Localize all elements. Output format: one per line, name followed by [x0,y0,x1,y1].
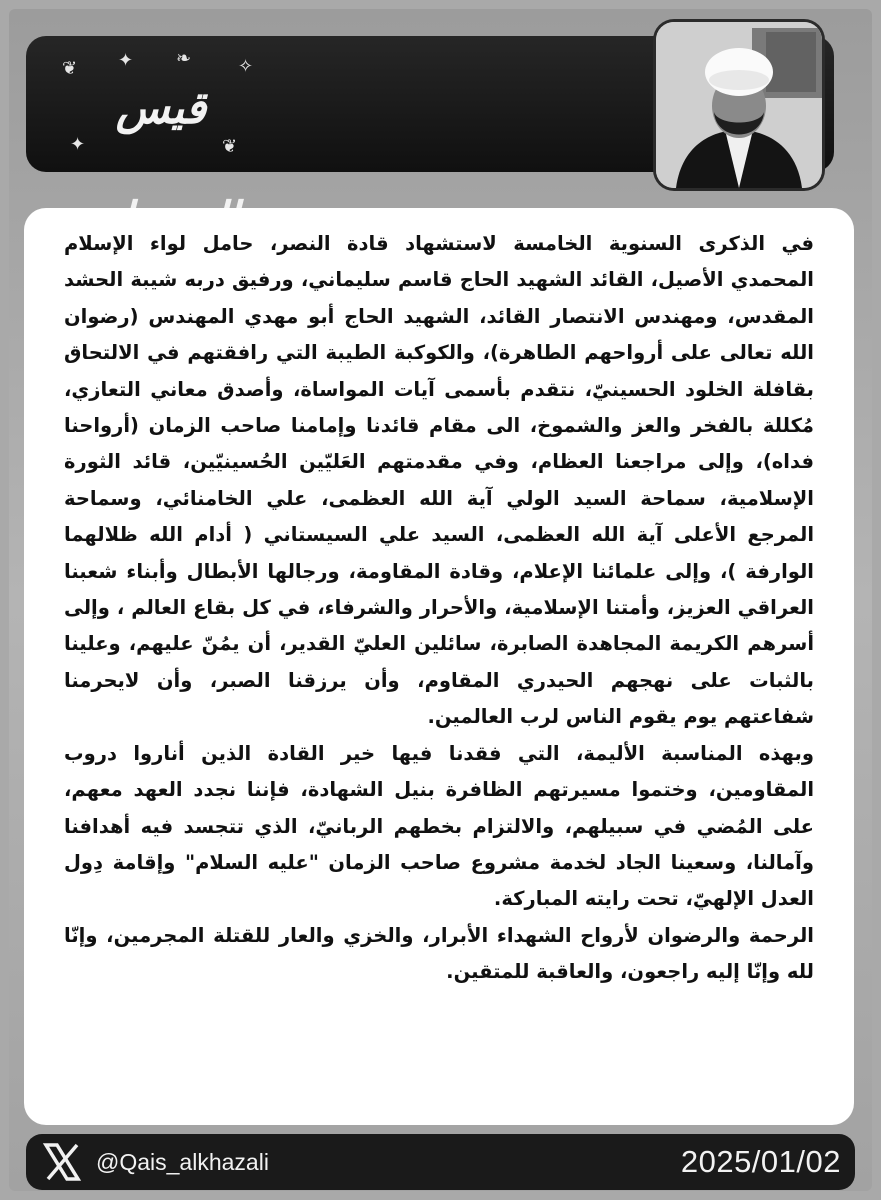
statement-paragraph: وبهذه المناسبة الأليمة، التي فقدنا فيها خير القادة الذين أناروا دروب المقاومين، وختموا مسيرتهم الظافرة بنيل الشهادة، فإننا نجدد العهد معهم، على المُضي في سبيلهم، والالتزام بخطهم الربانيّ، الذي تتجسد فيه أهدافنا وآمالنا، وسعينا الجاد لخدمة مشروع صاحب الزمان "عليه السلام" وإقامة دِول العدل الإلهيّ، تحت رايته المباركة. [64,741,814,911]
footer-bar [26,1134,855,1190]
statement-card [24,208,854,1125]
statement-text [64,226,814,991]
statement-paragraph: الرحمة والرضوان لأرواح الشهداء الأبرار، والخزي والعار للقتلة المجرمين، وإنّا لله وإنّا إليه راجعون، والعاقبة للمتقين. [64,923,814,984]
ornament-icon: ❦ [222,136,238,157]
account-handle[interactable]: @Qais_alkhazali [96,1149,269,1175]
statement-paragraph: في الذكرى السنوية الخامسة لاستشهاد قادة النصر، حامل لواء الإسلام المحمدي الأصيل، القائد الشهيد الحاج قاسم سليماني، ورفيق دربه شيبة الحشد المقدس، ومهندس الانتصار القائد، الشهيد الحاج أبو مهدي المهندس (رضوان الله تعالى على أرواحهم الطاهرة)، والكوكبة الطيبة التي رافقتهم في الالتحاق بقافلة الخلود الحسينيّ، نتقدم بأسمى آيات المواساة، وأصدق معاني التعازي، مُكللة بالفخر والعز والشموخ، الى مقام قائدنا وإمامنا صاحب الزمان (أرواحنا فداه)، وإلى مراجعنا العظام، وفي مقدمتهم العَليّين الحُسينيّين، قائد الثورة الإسلامية، سماحة السيد الولي آية الله العظمى، علي الخامنائي، وسماحة المرجع الأعلى آية الله العظمى، السيد علي السيستاني ( أدام الله ظلالهما الوارفة )، وإلى علمائنا الإعلام، وقادة المقاومة، ورجالها الأبطال وأبناء شعبنا العراقي العزيز، وأمتنا الإسلامية، والأحرار والشرفاء، في كل بقاع العالم ، وإلى أسرهم الكريمة المجاهدة الصابرة، سائلين العليّ القدير، أن يمُنّ عليهم، وعلينا بالثبات على نهجهم الحيدري المقاوم، وأن يرزقنا الصبر، وأن لايحرمنا شفاعتهم يوم يقوم الناس لرب العالمين. [64,232,814,729]
calligraphy-name: قيس [115,83,207,134]
ornament-icon: ❧ [176,48,192,69]
x-logo-icon[interactable] [40,1140,84,1184]
portrait-photo [656,22,822,188]
ornament-icon: ✦ [70,134,86,155]
post-date: 2025/01/02 [680,1144,841,1179]
ornament-icon: ✧ [238,56,254,77]
ornament-icon: ✦ [118,50,134,71]
portrait-icon [656,22,822,188]
ornament-icon: ❦ [62,58,78,79]
